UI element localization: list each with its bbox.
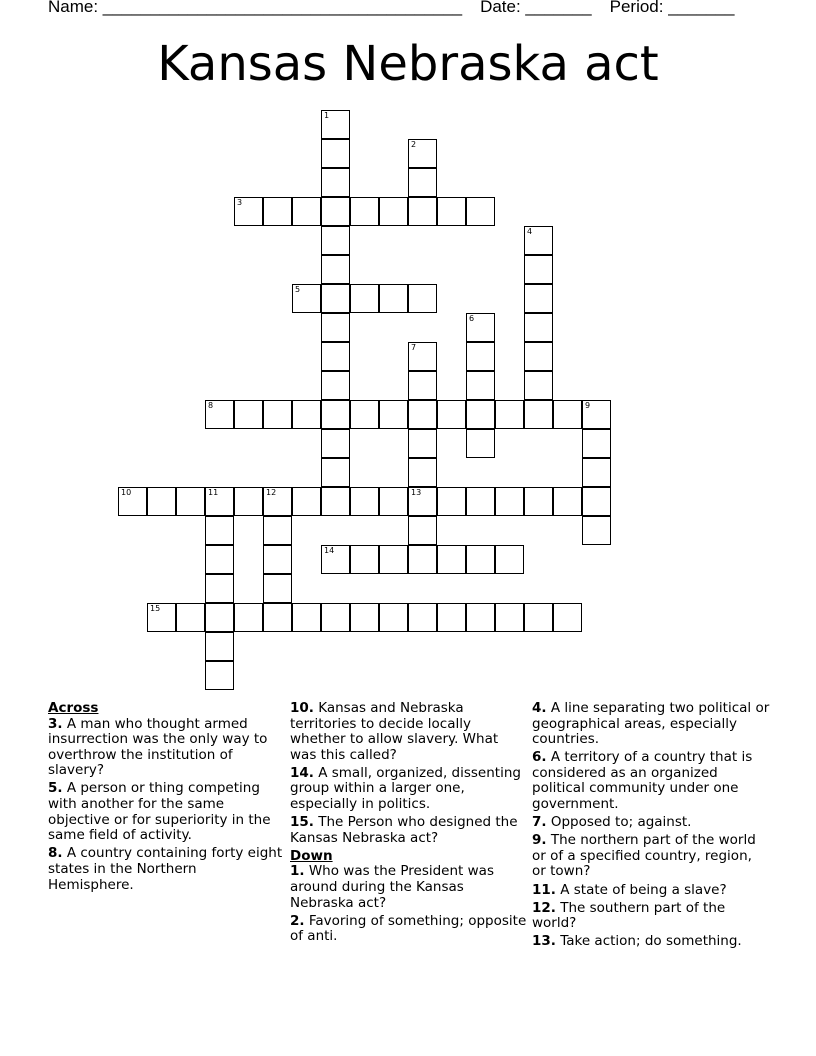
clue-item <box>290 701 528 763</box>
crossword-cell[interactable] <box>205 400 234 429</box>
crossword-cell[interactable] <box>350 400 379 429</box>
crossword-cell[interactable] <box>263 545 292 574</box>
clue-item <box>532 883 770 899</box>
clue-number-label: 10 <box>121 488 132 497</box>
crossword-cell[interactable] <box>321 313 350 342</box>
crossword-cell[interactable] <box>524 313 553 342</box>
clue-number-label: 8 <box>208 401 214 410</box>
crossword-cell[interactable] <box>205 661 234 690</box>
crossword-cell[interactable] <box>582 458 611 487</box>
crossword-cell[interactable] <box>524 284 553 313</box>
crossword-cell[interactable] <box>350 197 379 226</box>
crossword-cell[interactable] <box>466 603 495 632</box>
clue-item <box>532 901 770 932</box>
crossword-cell[interactable] <box>524 226 553 255</box>
crossword-cell[interactable] <box>292 284 321 313</box>
crossword-cell[interactable] <box>437 197 466 226</box>
clue-number: 1. <box>290 863 305 880</box>
crossword-cell[interactable] <box>524 371 553 400</box>
clue-item <box>290 815 528 846</box>
clue-number: 14. <box>290 764 314 781</box>
clue-text: A country containing forty eight states in the Northern Hemisphere. <box>48 845 283 893</box>
crossword-cell[interactable] <box>437 400 466 429</box>
clue-text: Favoring of something; opposite of anti. <box>290 912 527 945</box>
crossword-cell[interactable] <box>582 516 611 545</box>
clue-number: 9. <box>532 832 547 849</box>
clue-number: 6. <box>532 749 547 766</box>
period-field-label: Period: _______ <box>609 0 735 16</box>
clue-item <box>48 846 286 893</box>
crossword-cell[interactable] <box>495 603 524 632</box>
clue-text: A territory of a country that is considered as an organized political community under one government. <box>532 749 753 813</box>
crossword-cell[interactable] <box>321 545 350 574</box>
clue-item <box>48 781 286 843</box>
crossword-cell[interactable] <box>495 400 524 429</box>
clue-number: 12. <box>532 899 556 916</box>
clue-item <box>532 833 770 880</box>
crossword-cell[interactable] <box>350 603 379 632</box>
crossword-cell[interactable] <box>379 487 408 516</box>
crossword-cell[interactable] <box>321 458 350 487</box>
crossword-cell[interactable] <box>524 603 553 632</box>
date-field-label: Date: _______ <box>480 0 592 16</box>
clue-number-label: 15 <box>150 604 161 613</box>
crossword-cell[interactable] <box>408 197 437 226</box>
crossword-cell[interactable] <box>263 516 292 545</box>
page-title: Kansas Nebraska act <box>157 36 659 92</box>
clue-item <box>290 766 528 813</box>
crossword-cell[interactable] <box>350 545 379 574</box>
crossword-cell[interactable] <box>379 197 408 226</box>
crossword-cell[interactable] <box>350 284 379 313</box>
crossword-cell[interactable] <box>553 487 582 516</box>
crossword-cell[interactable] <box>234 400 263 429</box>
clues-column-2 <box>290 701 528 947</box>
crossword-cell[interactable] <box>408 400 437 429</box>
crossword-cell[interactable] <box>263 603 292 632</box>
crossword-cell[interactable] <box>205 545 234 574</box>
crossword-cell[interactable] <box>321 110 350 139</box>
crossword-cell[interactable] <box>379 603 408 632</box>
crossword-cell[interactable] <box>582 487 611 516</box>
crossword-cell[interactable] <box>408 168 437 197</box>
name-field-label: Name: ______________________________________ <box>48 0 463 16</box>
crossword-cell[interactable] <box>495 487 524 516</box>
crossword-cell[interactable] <box>379 400 408 429</box>
crossword-cell[interactable] <box>553 400 582 429</box>
crossword-cell[interactable] <box>408 603 437 632</box>
crossword-cell[interactable] <box>321 603 350 632</box>
clue-number: 3. <box>48 715 63 732</box>
crossword-cell[interactable] <box>466 400 495 429</box>
crossword-cell[interactable] <box>147 603 176 632</box>
crossword-cell[interactable] <box>147 487 176 516</box>
crossword-cell[interactable] <box>292 197 321 226</box>
clue-text: A small, organized, dissenting group within a larger one, especially in politics. <box>290 764 521 813</box>
crossword-cell[interactable] <box>205 603 234 632</box>
clue-item <box>290 864 528 911</box>
crossword-cell[interactable] <box>350 487 379 516</box>
crossword-cell[interactable] <box>524 487 553 516</box>
clue-item <box>532 701 770 748</box>
clue-text: The northern part of the world or of a specified country, region, or town? <box>532 832 756 880</box>
crossword-cell[interactable] <box>292 487 321 516</box>
crossword-cell[interactable] <box>263 197 292 226</box>
clue-text: A line separating two political or geographical areas, especially countries. <box>532 700 770 748</box>
clue-text: A man who thought armed insurrection was the only way to overthrow the institution of slavery? <box>48 715 268 779</box>
crossword-cell[interactable] <box>205 574 234 603</box>
clue-number-label: 1 <box>324 111 330 120</box>
clue-number: 8. <box>48 845 63 862</box>
crossword-cell[interactable] <box>408 342 437 371</box>
crossword-cell[interactable] <box>408 487 437 516</box>
crossword-cell[interactable] <box>495 545 524 574</box>
crossword-cell[interactable] <box>321 168 350 197</box>
crossword-cell[interactable] <box>466 545 495 574</box>
crossword-cell[interactable] <box>466 313 495 342</box>
crossword-cell[interactable] <box>263 574 292 603</box>
clue-number-label: 3 <box>237 198 243 207</box>
crossword-cell[interactable] <box>205 516 234 545</box>
clue-text: A person or thing competing with another for the same objective or for superiority in the same field of activity. <box>48 780 271 844</box>
crossword-cell[interactable] <box>321 487 350 516</box>
crossword-cell[interactable] <box>118 487 147 516</box>
clues-column-3 <box>532 701 770 952</box>
clue-text: Who was the President was around during the Kansas Nebraska act? <box>290 863 494 911</box>
crossword-cell[interactable] <box>408 545 437 574</box>
crossword-cell[interactable] <box>379 545 408 574</box>
crossword-cell[interactable] <box>582 429 611 458</box>
crossword-cell[interactable] <box>263 400 292 429</box>
clue-section-heading: Down <box>290 847 333 864</box>
crossword-cell[interactable] <box>437 545 466 574</box>
clue-text: Kansas and Nebraska territories to decide locally whether to allow slavery. What was this called? <box>290 700 499 763</box>
clue-number-label: 4 <box>527 227 533 236</box>
crossword-cell[interactable] <box>408 516 437 545</box>
clue-number-label: 13 <box>411 488 422 497</box>
clue-item <box>532 934 770 950</box>
crossword-cell[interactable] <box>176 603 205 632</box>
crossword-cell[interactable] <box>524 255 553 284</box>
crossword-cell[interactable] <box>321 197 350 226</box>
crossword-cell[interactable] <box>321 255 350 284</box>
crossword-cell[interactable] <box>292 400 321 429</box>
crossword-cell[interactable] <box>553 603 582 632</box>
clue-section-heading: Across <box>48 700 99 716</box>
clue-number: 13. <box>532 933 556 950</box>
clue-text: A state of being a slave? <box>555 881 727 898</box>
clue-number: 7. <box>532 814 547 831</box>
clue-number-label: 5 <box>295 285 301 294</box>
clue-text: Opposed to; against. <box>546 814 692 831</box>
crossword-cell[interactable] <box>321 371 350 400</box>
clue-number: 11. <box>532 881 556 898</box>
crossword-cell[interactable] <box>292 603 321 632</box>
crossword-cell[interactable] <box>205 487 234 516</box>
crossword-cell[interactable] <box>466 487 495 516</box>
clue-item <box>290 914 528 945</box>
crossword-cell[interactable] <box>321 342 350 371</box>
clue-text: The Person who designed the Kansas Nebraska act? <box>290 814 518 846</box>
crossword-cell[interactable] <box>437 603 466 632</box>
clue-number: 15. <box>290 814 314 831</box>
crossword-cell[interactable] <box>408 429 437 458</box>
crossword-cell[interactable] <box>408 371 437 400</box>
crossword-cell[interactable] <box>408 139 437 168</box>
crossword-cell[interactable] <box>408 458 437 487</box>
crossword-cell[interactable] <box>321 429 350 458</box>
clue-number-label: 9 <box>585 401 591 410</box>
clue-number-label: 2 <box>411 140 417 149</box>
crossword-cell[interactable] <box>263 487 292 516</box>
clue-number-label: 7 <box>411 343 417 352</box>
crossword-cell[interactable] <box>321 226 350 255</box>
clue-number-label: 14 <box>324 546 335 555</box>
clue-number-label: 11 <box>208 488 219 497</box>
crossword-cell[interactable] <box>321 400 350 429</box>
clue-number: 2. <box>290 912 305 929</box>
clue-item <box>48 717 286 779</box>
clue-number: 5. <box>48 780 63 797</box>
crossword-cell[interactable] <box>408 284 437 313</box>
crossword-cell[interactable] <box>234 603 263 632</box>
clue-number-label: 6 <box>469 314 475 323</box>
crossword-cell[interactable] <box>234 487 263 516</box>
crossword-cell[interactable] <box>524 400 553 429</box>
crossword-cell[interactable] <box>466 197 495 226</box>
crossword-cell[interactable] <box>466 342 495 371</box>
crossword-cell[interactable] <box>379 284 408 313</box>
crossword-cell[interactable] <box>321 139 350 168</box>
crossword-cell[interactable] <box>466 371 495 400</box>
crossword-cell[interactable] <box>234 197 263 226</box>
crossword-cell[interactable] <box>466 429 495 458</box>
clue-number-label: 12 <box>266 488 277 497</box>
clue-item <box>532 815 770 831</box>
crossword-cell[interactable] <box>176 487 205 516</box>
clue-number: 10. <box>290 700 314 716</box>
clue-text: Take action; do something. <box>555 933 742 950</box>
clue-text: The southern part of the world? <box>532 899 726 932</box>
crossword-cell[interactable] <box>205 632 234 661</box>
clues-column-1 <box>48 701 286 896</box>
crossword-cell[interactable] <box>524 342 553 371</box>
crossword-cell[interactable] <box>582 400 611 429</box>
clue-number: 4. <box>532 700 547 716</box>
crossword-cell[interactable] <box>437 487 466 516</box>
crossword-cell[interactable] <box>321 284 350 313</box>
clue-item <box>532 750 770 812</box>
